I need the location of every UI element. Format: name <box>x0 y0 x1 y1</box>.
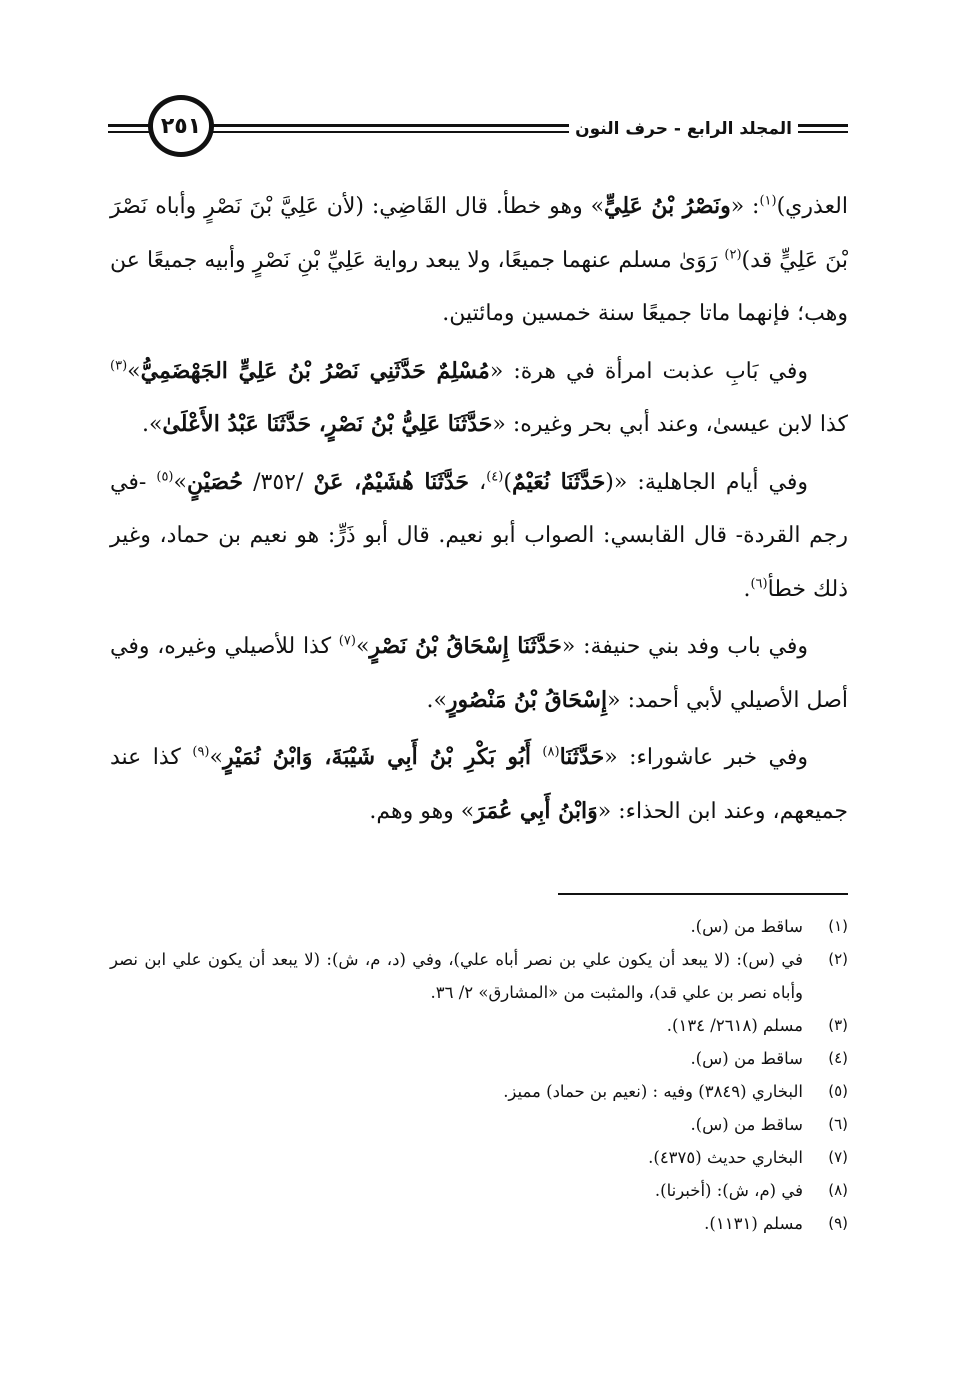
footnote-ref: (٤) <box>486 469 504 485</box>
text-segment: » <box>127 358 141 384</box>
text-segment: وفي باب وفد بني حنيفة: « <box>561 634 808 659</box>
paragraph <box>110 620 848 727</box>
paragraph <box>110 456 848 617</box>
footnote-ref: (٩) <box>192 744 210 760</box>
text-segment: . <box>743 576 751 602</box>
footnote <box>110 1075 848 1108</box>
footnote <box>110 943 848 1009</box>
running-title: المجلد الرابع - حرف النون <box>569 119 798 139</box>
text-segment <box>531 745 542 770</box>
text-segment: كذا عند جميعهم، وعند ابن الحذاء: « <box>110 745 848 824</box>
page-number: ٢٥١ <box>160 113 202 139</box>
footnote-number: (٨) <box>828 1181 848 1199</box>
text-segment: ». <box>426 687 447 713</box>
page-header <box>108 95 848 165</box>
text-segment: ) <box>503 469 512 495</box>
footnote <box>110 1207 848 1240</box>
footnote-text: ساقط من (س). <box>690 1115 803 1134</box>
text-segment: وفي أيام الجاهلية: «( <box>605 469 809 495</box>
header-rule-left-thin <box>108 131 153 133</box>
hadith-quote: حَدَّثَنَا نُعَيْمٌ <box>511 468 606 495</box>
footnote-text: في (م، ش): (أخبرنا). <box>654 1181 803 1200</box>
footnote-number: (٦) <box>828 1115 848 1133</box>
text-segment: ». <box>141 412 163 437</box>
footnote-ref: (٧) <box>338 633 356 649</box>
text-segment: كذا لابن عيسىٰ، وعند أبي بحر وغيره: « <box>492 412 848 437</box>
footnote <box>110 1042 848 1075</box>
footnote-text: مسلم (٢٦١٨/ ١٣٤). <box>666 1016 803 1035</box>
footnote-number: (٢) <box>828 950 848 968</box>
footnote <box>110 1009 848 1042</box>
hadith-quote: ونَصْرُ بْنُ عَلِيٍّ <box>604 193 731 219</box>
page-number-badge <box>148 95 214 157</box>
footnote-number: (١) <box>828 917 848 935</box>
footnote-text: ساقط من (س). <box>690 917 803 936</box>
hadith-quote: حَدَّثَنَا <box>559 744 605 770</box>
footnotes <box>110 910 848 1240</box>
footnote-text: مسلم (١١٣١). <box>704 1214 803 1233</box>
text-segment: » <box>209 745 223 770</box>
footnote-ref: (٥) <box>156 469 174 485</box>
footnote-ref: (٢) <box>724 247 742 263</box>
footnote <box>110 1141 848 1174</box>
footnote-text: البخاري حديث (٤٣٧٥). <box>648 1148 803 1167</box>
text-segment: العذري) <box>776 194 848 219</box>
footnote-divider <box>558 893 848 895</box>
text-segment: -في رجم القردة- قال القابسي: الصواب أبو نعيم. قال أبو ذَرٍّ: هو نعيم بن حماد، وغير ذلك خطأ <box>110 469 848 602</box>
hadith-quote: حُصَيْنٍ <box>186 468 244 495</box>
text-segment: : « <box>730 194 760 219</box>
main-text <box>110 180 848 842</box>
hadith-quote: وَابْنُ أَبِي عُمَرَ <box>474 797 598 824</box>
footnote <box>110 1108 848 1141</box>
hadith-quote: حَدَّثَنَا عَلِيُّ بْنُ نَصْرٍ، حَدَّثَنَا عَبْدُ الأَعْلَىٰ <box>162 411 493 437</box>
hadith-quote: مُسْلِمٌ حَدَّثَنِي نَصْرُ بْنُ عَلِيٍّ الجَهْضَمِيُّ <box>140 357 490 384</box>
hadith-quote: حَدَّثَنَا إِسْحَاقُ بْنُ نَصْرٍ <box>369 633 562 659</box>
footnote-number: (٧) <box>828 1148 848 1166</box>
footnote-text: في (س): (لا يبعد أن يكون علي بن نصر أباه علي)، وفي (د، م، ش): (لا يبعد أن يكون علي ابن نصر وأباه نصر بن علي قد)، والمثبت من «المشارق» ٢/ ٣٦. <box>110 950 803 1002</box>
footnote-number: (٥) <box>828 1082 848 1100</box>
footnote-ref: (٨) <box>542 744 560 760</box>
text-segment: وفي خبر عاشوراء: « <box>604 745 808 770</box>
hadith-quote: حَدَّثَنَا هُشَيْمٌ، عَنْ <box>313 468 470 495</box>
footnote-number: (٣) <box>828 1016 848 1034</box>
footnote-text: ساقط من (س). <box>690 1049 803 1068</box>
footnote-ref: (١) <box>759 193 777 209</box>
text-segment: رَوَىٰ مسلم عنهما جميعًا، ولا يبعد رواية عَلِيِّ بْنِ نَصْرٍ وأبيه جميعًا عن وهب؛ فإنهما ماتا جميعًا سنة خمسين ومائتين. <box>110 247 848 326</box>
paragraph <box>110 731 848 838</box>
text-segment: كذا للأصيلي وغيره، وفي أصل الأصيلي لأبي أحمد: « <box>110 634 848 713</box>
header-rule-left <box>108 124 153 127</box>
hadith-quote: أَبُو بَكْرِ بْنُ أَبِي شَيْبَةَ، وَابْنُ نُمَيْرٍ <box>222 744 531 770</box>
paragraph <box>110 180 848 341</box>
footnote <box>110 1174 848 1207</box>
footnote-number: (٩) <box>828 1214 848 1232</box>
footnote-ref: (٦) <box>750 576 768 592</box>
text-segment: » وهو وهم. <box>369 798 475 824</box>
text-segment: » <box>173 469 187 495</box>
footnote-ref: (٣) <box>110 358 128 374</box>
text-segment: » وهو خطأ. قال القَاضِي: (لأن عَلِيَّ بْنَ نَصْرٍ وأباه نَصْرَ بْنَ عَلِيٍّ قد) <box>110 194 848 273</box>
text-segment: /٣٥٢/ <box>243 469 314 495</box>
hadith-quote: إِسْحَاقُ بْنُ مَنْصُورٍ <box>446 686 608 713</box>
paragraph <box>110 345 848 452</box>
text-segment: وفي بَابِ عذبت امرأة في هرة: « <box>489 358 809 384</box>
footnote-number: (٤) <box>828 1049 848 1067</box>
text-segment: ، <box>469 469 487 495</box>
footnote-text: البخاري (٣٨٤٩) وفيه : (نعيم بن حماد) مميز. <box>503 1082 803 1101</box>
footnote <box>110 910 848 943</box>
text-segment: » <box>355 634 370 659</box>
